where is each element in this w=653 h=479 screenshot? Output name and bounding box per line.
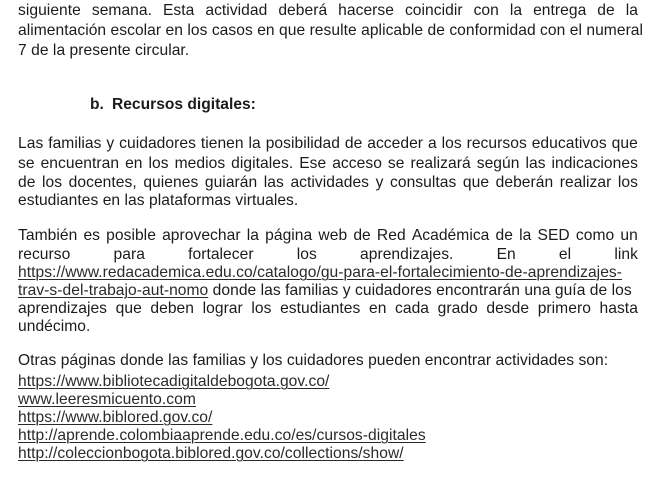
biblored-link[interactable]: https://www.biblored.gov.co/ (18, 409, 213, 426)
word: entrega (533, 2, 587, 19)
word: posibilidad (265, 135, 340, 152)
word: digitales. (231, 155, 294, 172)
word: que (462, 174, 490, 191)
word: aprendizajes (18, 300, 108, 317)
word: deberán (495, 174, 554, 191)
colombiaaprende-link[interactable]: http://aprende.colombiaaprende.edu.co/es/cursos-digitales (18, 427, 426, 444)
section-heading (90, 96, 256, 114)
paragraph-3-line-2 (18, 246, 638, 264)
word: aprendizajes. (360, 246, 454, 263)
word: se (387, 155, 405, 172)
word: guiarán (204, 174, 258, 191)
word: grado (437, 300, 478, 317)
paragraph-3-line-5 (18, 300, 638, 318)
paragraph-1-line-2: alimentación escolar en los casos en que resulte aplicable de conformidad con el numeral (18, 22, 644, 39)
link-line-2 (18, 391, 196, 409)
word: Las (18, 135, 44, 152)
word: familias (48, 135, 102, 152)
word: educativos (531, 135, 607, 152)
paragraph-2-line-1 (18, 135, 638, 153)
word: actividades (290, 174, 370, 191)
word: web (318, 227, 348, 244)
word: con (473, 2, 499, 19)
paragraph-3-line-3 (18, 264, 622, 282)
word: hasta (599, 300, 638, 317)
word: para (113, 246, 145, 263)
word: los (617, 174, 638, 191)
word: docentes, (68, 174, 137, 191)
link-line-1 (18, 373, 329, 391)
word: como (575, 227, 615, 244)
word: consultas (390, 174, 457, 191)
paragraph-1-line-3: 7 de la presente circular. (18, 42, 190, 59)
word: recurso (18, 246, 71, 263)
leeresmicuento-link[interactable]: www.leeresmicuento.com (18, 391, 196, 408)
word: indicaciones (551, 155, 638, 172)
word: los (296, 246, 317, 263)
word: la (246, 227, 259, 244)
paragraph-3-line-4-text: donde las familias y cuidadores encontrarán una guía de los (208, 282, 632, 299)
word: deberá (278, 2, 328, 19)
paragraph-3-line-1 (18, 227, 638, 245)
word: de (18, 174, 36, 191)
redacademica-link-part-2[interactable]: trav-s-del-trabajo-aut-nomo (18, 282, 209, 299)
word: primero (537, 300, 591, 317)
word: Esta (162, 2, 195, 19)
word: la (509, 2, 523, 19)
word: coincidir (404, 2, 463, 19)
word: lograr (202, 300, 243, 317)
word: acceso (332, 155, 382, 172)
word: las (525, 155, 546, 172)
word: el (558, 246, 572, 263)
word: recursos (466, 135, 527, 152)
link-line-4 (18, 427, 426, 445)
word: deben (150, 300, 195, 317)
word: encuentran (40, 155, 120, 172)
word: de (495, 227, 513, 244)
word: de (597, 2, 615, 19)
word: quienes (143, 174, 199, 191)
word: cuidadores (119, 135, 196, 152)
section-title: Recursos digitales: (112, 96, 256, 113)
word: SED (537, 227, 570, 244)
word: las (263, 174, 284, 191)
paragraph-3-line-4 (18, 282, 632, 300)
link-line-5 (18, 445, 404, 463)
word: desde (486, 300, 530, 317)
word: Académica (411, 227, 490, 244)
word: realizar (559, 174, 612, 191)
word: la (625, 2, 638, 19)
word: en (125, 155, 143, 172)
word: En (496, 246, 516, 263)
word: a (427, 135, 437, 152)
coleccionbogota-link[interactable]: http://coleccionbogota.biblored.gov.co/collections/show/ (18, 445, 404, 462)
section-marker: b. (90, 96, 104, 113)
biblioteca-digital-link[interactable]: https://www.bibliotecadigitaldebogota.gov.co/ (18, 373, 330, 390)
paragraph-1-line-1 (18, 2, 638, 20)
word: se (18, 155, 35, 172)
word: posible (106, 227, 156, 244)
word: de (344, 135, 363, 152)
word: los (148, 155, 169, 172)
word: semana. (91, 2, 153, 19)
word: la (519, 227, 532, 244)
word: actividad (205, 2, 268, 19)
paragraph-2-line-3 (18, 174, 638, 192)
word: acceder (367, 135, 424, 152)
redacademica-link-part-1[interactable]: https://www.redacademica.edu.co/catalogo/gu-para-el-fortalecimiento-de-aprendizajes- (18, 264, 623, 281)
paragraph-3-line-6: undécimo. (18, 318, 91, 335)
word: estudiantes (280, 300, 361, 317)
word: que (611, 135, 638, 152)
word: Red (376, 227, 406, 244)
paragraph-4-intro: Otras páginas donde las familias y los cuidadores pueden encontrar actividades son: (18, 352, 609, 369)
paragraph-2-line-4: estudiantes en las plataformas virtuales. (18, 192, 299, 209)
word: realizará (410, 155, 471, 172)
word: cada (395, 300, 430, 317)
word: fortalecer (188, 246, 254, 263)
word: los (42, 174, 63, 191)
word: en (368, 300, 387, 317)
word: Ese (299, 155, 327, 172)
paragraph-2-line-2 (18, 155, 638, 173)
word: aprovechar (162, 227, 241, 244)
word: siguiente (18, 2, 81, 19)
word: un (620, 227, 638, 244)
word: tienen (200, 135, 244, 152)
word: la (248, 135, 261, 152)
word: es (83, 227, 101, 244)
word: los (251, 300, 272, 317)
word: que (115, 300, 142, 317)
word: según (476, 155, 520, 172)
word: página (265, 227, 313, 244)
word: y (375, 174, 384, 191)
word: También (18, 227, 78, 244)
word: los (441, 135, 462, 152)
word: hacerse (338, 2, 394, 19)
word: y (106, 135, 115, 152)
word: medios (174, 155, 226, 172)
word: de (353, 227, 371, 244)
link-line-3 (18, 409, 212, 427)
word: link (614, 246, 638, 263)
